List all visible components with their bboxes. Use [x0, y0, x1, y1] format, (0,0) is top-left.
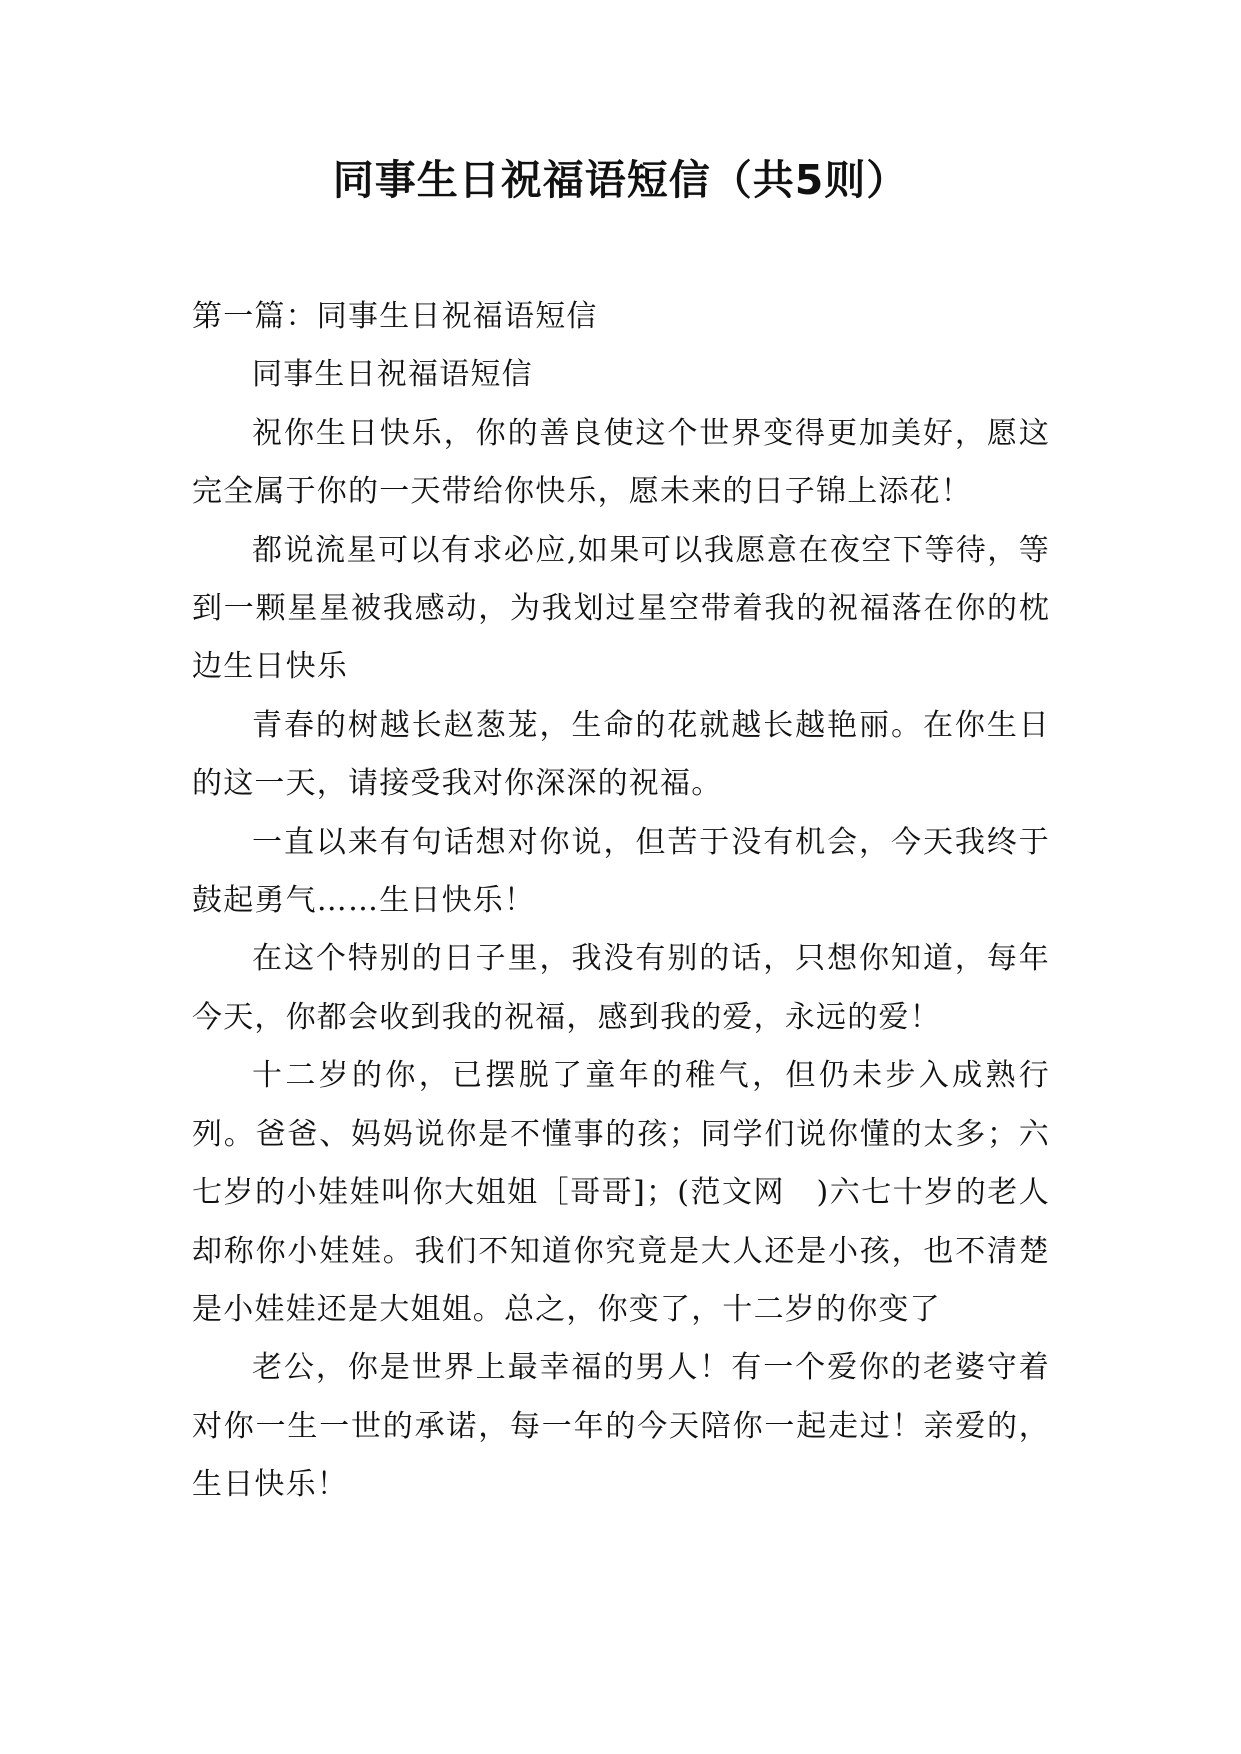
document-title: 同事生日祝福语短信（共5则） — [332, 156, 909, 204]
paragraph: 青春的树越长赵葱茏，生命的花就越长越艳丽。在你生日的这一天，请接受我对你深深的祝福。 — [192, 707, 1050, 802]
section-heading: 第一篇：同事生日祝福语短信 — [192, 299, 598, 334]
subheading: 同事生日祝福语短信 — [252, 357, 533, 393]
paragraph: 一直以来有句话想对你说，但苦于没有机会，今天我终于鼓起勇气……生日快乐！ — [192, 824, 1050, 919]
paragraph: 老公，你是世界上最幸福的男人！有一个爱你的老婆守着对你一生一世的承诺，每一年的今天陪你一起走过！亲爱的，生日快乐！ — [192, 1350, 1050, 1503]
paragraph: 都说流星可以有求必应,如果可以我愿意在夜空下等待，等到一颗星星被我感动，为我划过星空带着我的祝福落在你的枕边生日快乐 — [192, 532, 1050, 685]
paragraph: 祝你生日快乐，你的善良使这个世界变得更加美好，愿这完全属于你的一天带给你快乐，愿未来的日子锦上添花！ — [192, 415, 1050, 510]
paragraph: 在这个特别的日子里，我没有别的话，只想你知道，每年今天，你都会收到我的祝福，感到我的爱，永远的爱！ — [192, 941, 1050, 1035]
paragraph: 十二岁的你，已摆脱了童年的稚气，但仍未步入成熟行列。爸爸、妈妈说你是不懂事的孩；同学们说你懂的太多；六七岁的小娃娃叫你大姐姐［哥哥]；(范文网 )六七十岁的老人却称你小娃娃。我们不知道你究竟是大人还是小孩，也不清楚是小娃娃还是大姐姐。总之，你变了，十二岁的你变了 — [192, 1058, 1050, 1327]
document-body — [192, 288, 1050, 1515]
